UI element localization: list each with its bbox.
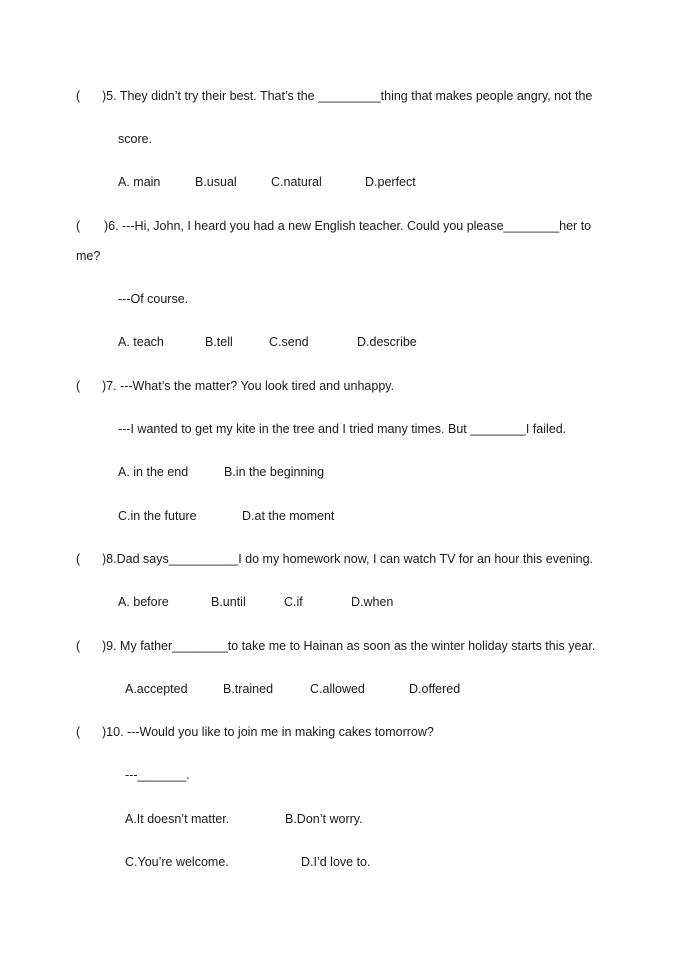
q8-option-a: A. before [118,595,169,609]
q9-stem: )9. My father________to take me to Hainan as soon as the winter holiday starts this year. [102,639,596,653]
q7-paren: ( [76,379,81,393]
q10-reply: ---_______. [125,768,190,782]
q10-paren: ( [76,725,81,739]
q10-option-b: B.Don’t worry. [285,812,363,826]
q10-option-a: A.It doesn’t matter. [125,812,230,826]
q5-option-b: B.usual [195,175,237,189]
q8-paren: ( [76,552,81,566]
q5-option-c: C.natural [271,175,322,189]
q7-stem: )7. ---What’s the matter? You look tired and unhappy. [102,379,395,393]
q6-option-b: B.tell [205,335,233,349]
q8-option-c: C.if [284,595,303,609]
q8-option-d: D.when [351,595,394,609]
q5-continuation: score. [118,132,153,146]
q8-option-b: B.until [211,595,246,609]
q7-reply: ---I wanted to get my kite in the tree and I tried many times. But ________I failed. [118,422,567,436]
q7-option-a: A. in the end [118,465,189,479]
q10-option-c: C.You’re welcome. [125,855,229,869]
q9-option-c: C.allowed [310,682,365,696]
q7-option-b: B.in the beginning [224,465,325,479]
q5-option-d: D.perfect [365,175,416,189]
q6-continuation: me? [76,249,101,263]
q9-option-d: D.offered [409,682,461,696]
q6-option-d: D.describe [357,335,417,349]
q6-stem: )6. ---Hi, John, I heard you had a new English teacher. Could you please________her to [104,219,592,233]
q10-option-d: D.I’d love to. [301,855,371,869]
q8-stem: )8.Dad says__________I do my homework now, I can watch TV for an hour this evening. [102,552,594,566]
q5-paren: ( [76,89,81,103]
q5-stem: )5. They didn’t try their best. That’s the _________thing that makes people angry, not the [102,89,593,103]
q10-stem: )10. ---Would you like to join me in making cakes tomorrow? [102,725,434,739]
q6-option-a: A. teach [118,335,164,349]
q9-option-a: A.accepted [125,682,188,696]
q7-option-d: D.at the moment [242,509,335,523]
q6-option-c: C.send [269,335,309,349]
q7-option-c: C.in the future [118,509,197,523]
q5-option-a: A. main [118,175,161,189]
q9-option-b: B.trained [223,682,274,696]
q6-reply: ---Of course. [118,292,189,306]
q9-paren: ( [76,639,81,653]
q6-paren: ( [76,219,81,233]
